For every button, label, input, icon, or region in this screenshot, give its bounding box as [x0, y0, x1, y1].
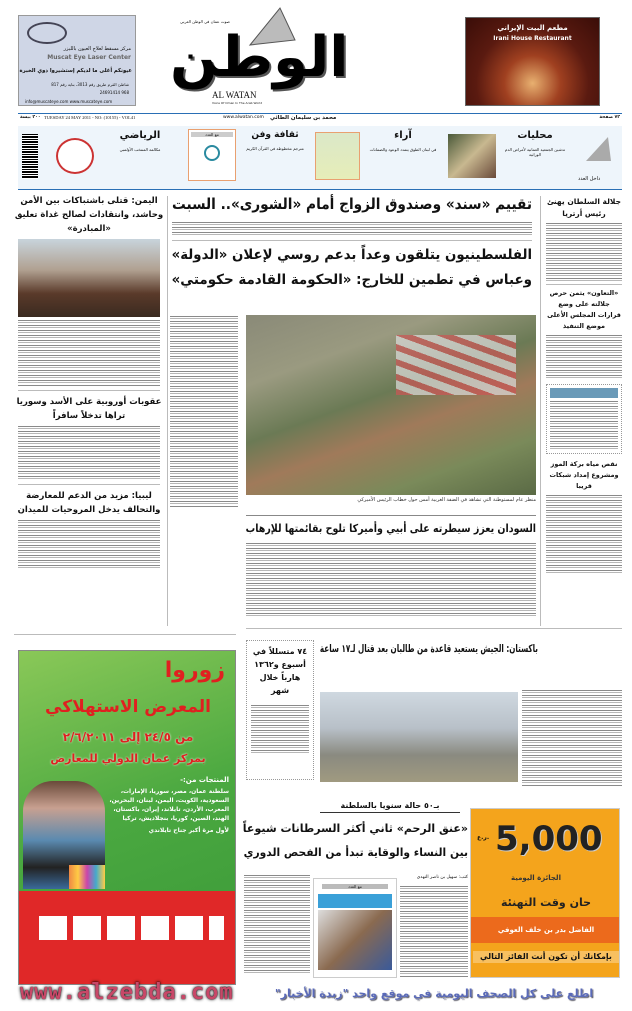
- prize-chance: بإمكانك أن تكون أنت الفائز التالي: [473, 951, 619, 963]
- index-photo: [448, 134, 496, 178]
- website[interactable]: www.alwatan.com: [223, 115, 264, 120]
- index-sub: تدشين الجمعية العمانية لأمراض الدم الوراثية: [504, 147, 566, 157]
- eye-icon: [27, 22, 67, 44]
- date-bar: [18, 113, 622, 123]
- index-item-local[interactable]: [500, 130, 570, 157]
- syria-body: [18, 426, 160, 480]
- tagline-ar: صوت عمان في الوطن العربي: [180, 19, 230, 24]
- main-headline[interactable]: تقييم «سند» وصندوق الزواج أمام «الشورى».. السبت: [172, 195, 532, 213]
- expo-dates: من ٢٤/٥ إلى ٢/٦/٢٠١١: [62, 730, 194, 744]
- palestine-caption: منظر عام لمستوطنة التي تشاهد في الضفة الغربية أمس حول خطاب الرئيس الأميركي: [357, 497, 536, 503]
- side-box-body: [251, 705, 309, 755]
- supplement-logo-icon: [204, 145, 220, 161]
- index-sub: مكالمة المنتخب الأولمبي: [119, 147, 161, 152]
- ad-phone: 968 24691414: [99, 90, 129, 95]
- price: ٢٠٠ بيسة: [20, 115, 41, 120]
- pakistan-headline[interactable]: باكستان: الجيش يستعيد قاعدة من طالبان بعد قتال لـ١٧ ساعة: [319, 643, 538, 655]
- yemen-headline[interactable]: اليمن: قتلى باشتباكات بين الأمن وحاشد، وانتقادات لصالح غداة تعليق «المبادرة»: [14, 196, 164, 234]
- emblem-icon: [56, 138, 94, 174]
- syria-headline[interactable]: عقوبات أوروبية على الأسد وسوريا تراها تدخلاً سافراً: [16, 397, 162, 421]
- index-title: آراء: [394, 130, 412, 141]
- logo-ar: الوطن: [170, 25, 349, 90]
- supplement-box[interactable]: [313, 878, 397, 978]
- restaurant-title-ar: مطعم البيت الإيراني: [497, 24, 568, 32]
- index-item-opinion[interactable]: [363, 130, 443, 152]
- issue-date: TUESDAY 24 MAY 2011 - NO: (10155) - VOL41: [44, 115, 136, 120]
- prize-congrats: حان وقت التهنئة: [500, 896, 592, 909]
- ad-slogan: عيونكم أغلى ما لديكم إستشيروا ذوي الخبرة: [19, 68, 132, 74]
- left-ad-eye-center[interactable]: [18, 15, 136, 106]
- right-photo-box: [546, 384, 622, 454]
- ad-address: شاطئ القرم طريق رقم 3013، بناية رقم 817: [51, 82, 129, 87]
- settlement-photo: [246, 315, 536, 495]
- palestine-body: [170, 316, 238, 508]
- prize-daily: الجائزة اليومية: [511, 874, 561, 882]
- expo-products-label: المنتجات من:-: [180, 776, 229, 784]
- index-thumb: [315, 132, 360, 180]
- ad-web: info@muscateye.com www.muscateye.com: [25, 99, 113, 104]
- prize-ad[interactable]: [470, 808, 620, 978]
- index-title: محليات: [517, 130, 553, 141]
- thumb-photo: [550, 388, 618, 398]
- sudan-body: [246, 543, 536, 617]
- side-box-headline: ٧٤ متسللاً في أسبوع و١٣٦٢ هارباً خلال شهر: [252, 647, 308, 695]
- prize-currency: ر.ع.: [477, 834, 490, 841]
- inside-label: داخل العدد: [578, 176, 601, 182]
- cancer-byline: كتب: سهيل بن ناصر النهدي: [416, 875, 468, 880]
- page-count: ٧٢ صفحة: [599, 115, 620, 120]
- expo-ad[interactable]: [18, 650, 236, 985]
- cancer-headline-1[interactable]: «عنق الرحم» ثاني أكثر السرطانات شيوعاً: [242, 822, 468, 835]
- sultan-body: [546, 223, 622, 281]
- pakistan-side-box[interactable]: [246, 640, 314, 780]
- left-column: [14, 194, 164, 570]
- expo-visit: زوروا: [164, 658, 225, 683]
- tagline-en: Voice Of Oman In The Arab World: [212, 101, 263, 105]
- palestine-headline-2[interactable]: وعباس في تطمين للخارج: «الحكومة القادمة حكومتي»: [171, 272, 532, 288]
- expo-countries: سلطنة عمان، مصر، سوريا، الإمارات، السعودية، الكويت، اليمن، لبنان، البحرين، المغرب، الأردن، تايلاند، إيران، باكستان، الهند، الصين، كوريا، بنجلاديش، تركيا: [109, 788, 229, 822]
- index-title: الرياضي: [119, 130, 161, 141]
- index-title: مع العدد: [191, 132, 233, 137]
- water-body: [546, 495, 622, 575]
- right-column: [546, 196, 622, 575]
- expo-title: المعرض الاستهلاكي: [45, 697, 211, 717]
- expo-note: لأول مرة أكبر جناح تايلاندي: [148, 827, 229, 834]
- index-item-culture[interactable]: [240, 130, 310, 151]
- pakistan-base-photo: [320, 692, 518, 782]
- box-body: [550, 401, 618, 449]
- main-body: [172, 222, 532, 236]
- gcc-body: [546, 335, 622, 379]
- index-sub: مترجم مخطوطة في القرآن الكريم: [246, 146, 304, 151]
- sail-icon: [583, 134, 613, 164]
- barcode: [22, 134, 38, 179]
- right-ad-irani-restaurant[interactable]: [465, 17, 600, 106]
- expo-venue: بمركز عمان الدولي للمعارض: [50, 752, 206, 765]
- watermark-text: اطلع على كل الصحف اليومية في موقع واحد "زبدة الأخبار": [274, 987, 594, 1000]
- yemen-body: [18, 320, 160, 386]
- shopping-bags: [69, 865, 105, 889]
- index-item-supplement[interactable]: [188, 129, 236, 181]
- winner-band: [471, 917, 620, 943]
- index-sub: في لبنان الطوق يتمدد الوعود والضمانات: [369, 147, 437, 152]
- cancer-body-right: [244, 875, 310, 975]
- index-strip: [18, 126, 622, 190]
- logo-en: AL WATAN: [212, 90, 257, 100]
- ad-title-en: Muscat Eye Laser Center: [47, 54, 131, 61]
- sudan-headline[interactable]: السودان يعزز سيطرته على أبيي وأميركا تلوح بقائمتها للإرهاب: [245, 522, 536, 535]
- index-title: ثقافة وفن: [251, 130, 299, 140]
- cancer-headline-2[interactable]: بين النساء والوقاية تبدأ من الفحص الدوري: [243, 846, 468, 859]
- box-label: مع العدد: [322, 884, 388, 889]
- libya-headline[interactable]: ليبيا: مزيد من الدعم للمعارضة والتحالف يدخل المروحيات للميدان: [17, 491, 161, 515]
- libya-body: [18, 520, 160, 570]
- gcc-headline[interactable]: «التعاون» يثمن حرص جلالته على وضع قرارات المجلس الأعلى موضع التنفيذ: [547, 289, 621, 330]
- publisher: محمد بن سليمان الطائي: [270, 115, 337, 121]
- prize-winner: الفاضل بدر بن خلف العوفي: [497, 926, 595, 934]
- watermark-url: www.alzebda.com: [20, 980, 234, 1005]
- prize-amount: 5,000: [495, 819, 603, 859]
- box-banner: [318, 894, 392, 908]
- water-headline[interactable]: نقص مياه بركة الموز ومشروع إمداد شبكات قريبا: [549, 460, 619, 490]
- pakistan-body: [522, 690, 622, 786]
- sultan-headline[interactable]: جلالة السلطان يهنئ رئيس أرتريا: [547, 197, 621, 218]
- restaurant-title-en: Irani House Restaurant: [493, 35, 572, 42]
- logo: [170, 5, 349, 105]
- pakistan-caption: [320, 784, 518, 794]
- expo-products: [105, 775, 229, 835]
- cancer-kicker: بـ٥٠ حالة سنويا بالسلطنة: [320, 800, 460, 813]
- ad-title-ar: مركز مسقط لعلاج العيون بالليزر: [63, 46, 131, 52]
- index-item-sports[interactable]: [100, 130, 180, 152]
- sponsor-logos: [39, 916, 224, 940]
- palestine-headline-1[interactable]: الفلسطينيون يتلقون وعداً بدعم روسي لإعلان «الدولة»: [171, 247, 532, 263]
- cancer-body: [400, 886, 468, 978]
- yemen-protest-photo: [18, 239, 160, 317]
- box-photo: [318, 910, 392, 970]
